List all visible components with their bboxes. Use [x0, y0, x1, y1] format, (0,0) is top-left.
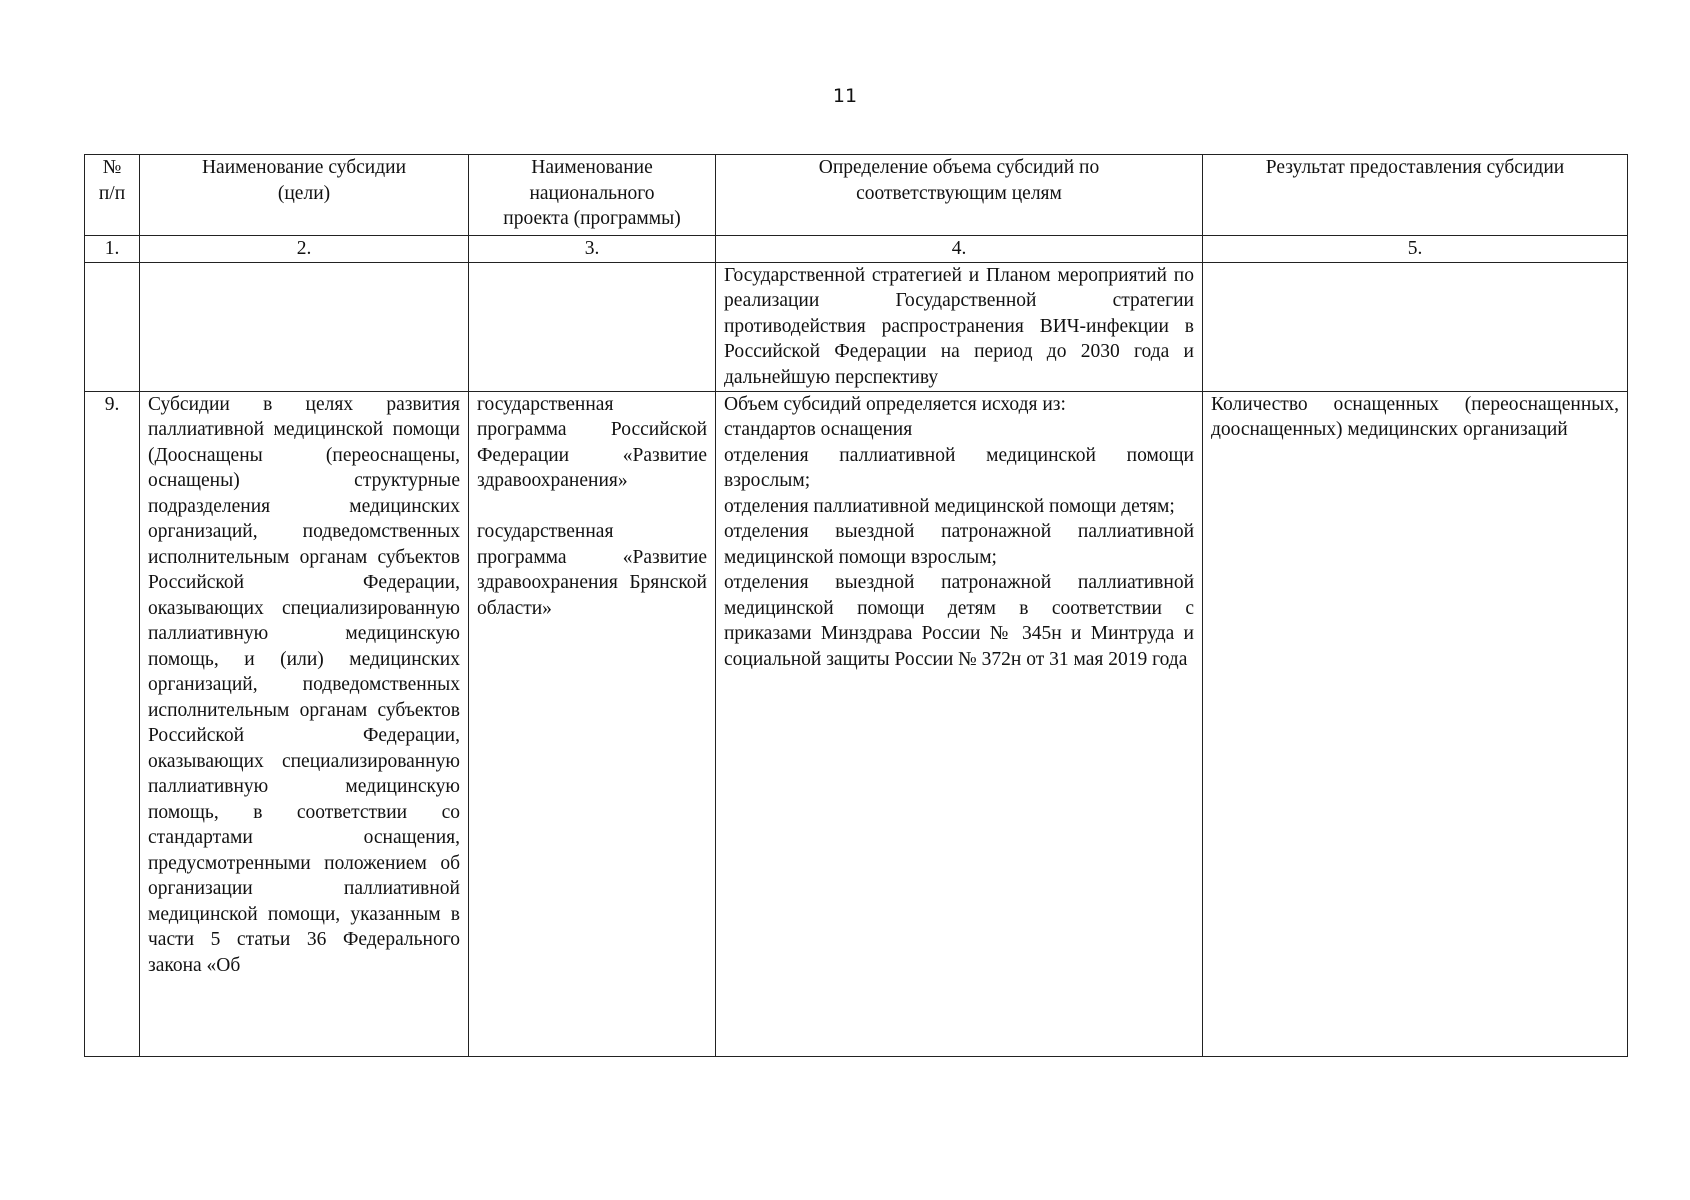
volume-line: отделения паллиативной медицинской помощи взрослым;	[724, 444, 1194, 491]
table-row-9	[85, 391, 1628, 1056]
volume-line: отделения паллиативной медицинской помощи детям;	[724, 495, 1175, 517]
empty-cell	[469, 262, 716, 391]
result-text: Количество оснащенных (переоснащенных, дооснащенных) медицинских организаций	[1203, 391, 1628, 1056]
header-number-label: № п/п	[98, 157, 126, 204]
column-number-row	[85, 236, 1628, 263]
volume-line: отделения выездной патронажной паллиативной медицинской помощи взрослым;	[724, 521, 1194, 568]
national-projects-cell	[469, 391, 716, 1056]
column-number: 3.	[469, 236, 716, 263]
empty-cell	[85, 262, 140, 391]
volume-line: стандартов оснащения	[724, 419, 913, 440]
column-number: 5.	[1203, 236, 1628, 263]
column-number: 1.	[85, 236, 140, 263]
national-project-item: государственная программа «Развитие здравоохранения Брянской области»	[477, 521, 707, 619]
subsidy-name-text: Субсидии в целях развития паллиативной медицинской помощи (Дооснащены (переоснащены, оснащены) структурные подразделения медицинских организаций, подведомственных исполнительным органам субъектов Российской Федерации, оказывающих специализированную паллиативную медицинскую помощь, и (или) медицинских организаций, подведомственных исполнительным органам субъектов Российской Федерации, оказывающих специализированную паллиативную медицинскую помощь, в соответствии со стандартами оснащения, предусмотренными положением об организации паллиативной медицинской помощи, указанным в части 5 статьи 36 Федерального закона «Об	[140, 391, 469, 1056]
table-header-row	[85, 155, 1628, 236]
spacer	[477, 494, 707, 520]
subsidies-table	[84, 154, 1628, 1057]
empty-cell	[140, 262, 469, 391]
header-subsidy-volume	[716, 155, 1203, 236]
volume-line: Объем субсидий определяется исходя из:	[724, 393, 1066, 415]
header-subsidy-volume-label: Определение объема субсидий по соответствующим целям	[818, 157, 1100, 204]
volume-continuation-text: Государственной стратегией и Планом мероприятий по реализации Государственной стратегии противодействия распространения ВИЧ-инфекции в Российской Федерации на период до 2030 года и дальнейшую перспективу	[716, 262, 1203, 391]
volume-line: отделения выездной патронажной паллиативной медицинской помощи детям в соответствии с приказами Минздрава России № 345н и Минтруда и социальной защиты России № 372н от 31 мая 2019 года	[724, 572, 1194, 670]
header-number	[85, 155, 140, 236]
header-subsidy-name-label: Наименование субсидии (цели)	[201, 157, 407, 204]
empty-cell	[1203, 262, 1628, 391]
national-project-item: государственная программа Российской Федерации «Развитие здравоохранения»	[477, 393, 707, 491]
page-number: 11	[832, 85, 858, 107]
table-row-continuation	[85, 262, 1628, 391]
column-number: 4.	[716, 236, 1203, 263]
header-result	[1203, 155, 1628, 236]
column-number: 2.	[140, 236, 469, 263]
row-number: 9.	[85, 391, 140, 1056]
header-result-label: Результат предоставления субсидии	[1265, 157, 1565, 178]
header-national-project-label: Наименование национального проекта (программы)	[503, 157, 681, 229]
header-national-project	[469, 155, 716, 236]
volume-definition-cell	[716, 391, 1203, 1056]
header-subsidy-name	[140, 155, 469, 236]
